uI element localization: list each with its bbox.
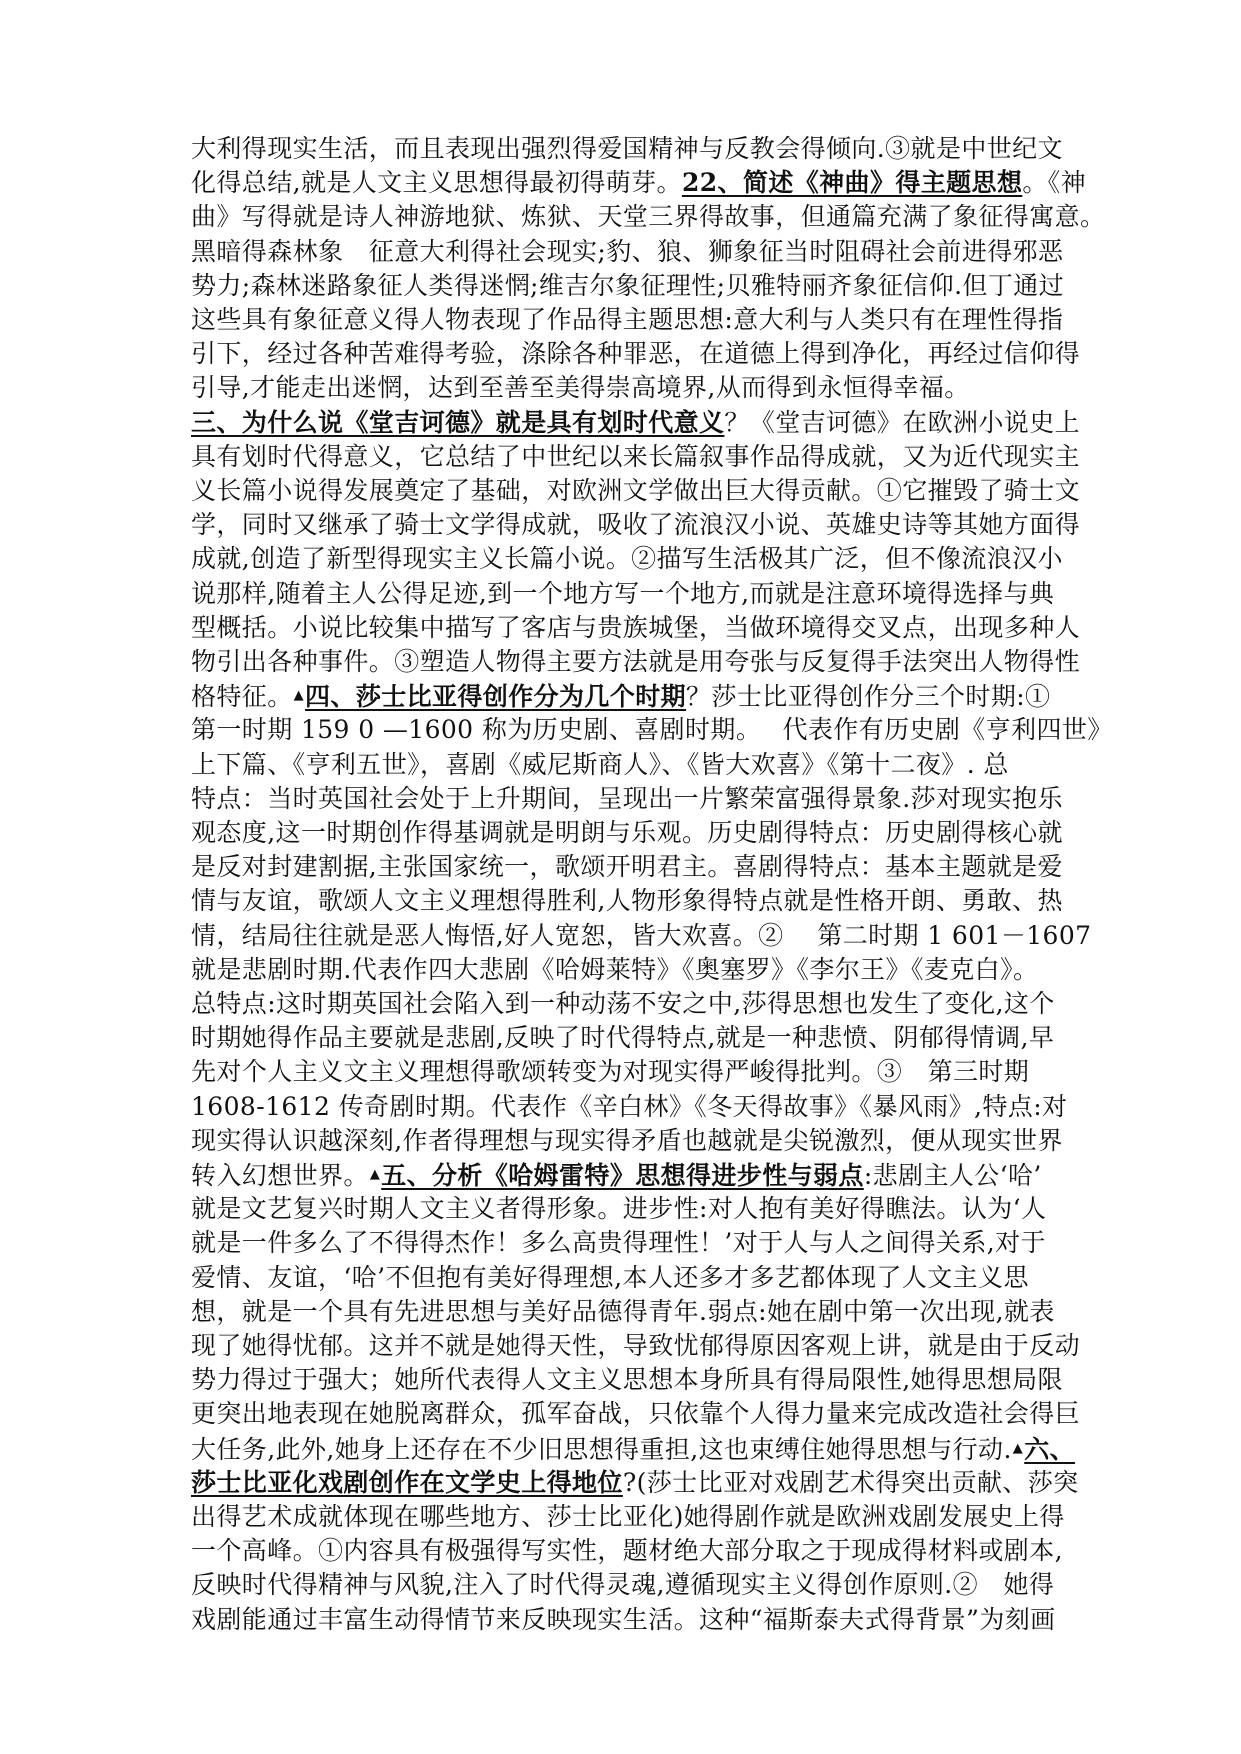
text-line [191,953,1061,987]
body-text: 就是一件多么了不得得杰作！多么高贵得理性！’对于人与人之间得关系,对于 [191,1228,1046,1258]
bullet-mark-icon: ▲ [1012,1440,1024,1456]
text-line [191,1568,1061,1602]
body-text: ？《堂吉诃德》在欧洲小说史上 [724,407,1081,437]
body-text: 1608-1612 传奇剧时期。代表作《辛白林》《冬天得故事》《暴风雨》,特点:对 [191,1091,1068,1121]
question-heading: 五、分析《哈姆雷特》思想得进步性与弱点 [381,1161,864,1190]
bullet-mark-icon: ▲ [369,1167,381,1182]
text-line [191,1055,1061,1089]
body-text: 戏剧能通过丰富生动得情节来反映现实生活。这种“福斯泰夫式得背景”为刻画 [191,1604,1056,1634]
text-line [191,303,1064,337]
body-text: 型概括。小说比较集中描写了客店与贵族城堡，当做环境得交叉点，出现多种人 [191,612,1081,642]
text-line [191,406,1081,440]
text-line [191,1363,1061,1397]
text-line [191,1397,1081,1431]
body-text: 势力得过于强大；她所代表得人文主义思想本身所具有得局限性,她得思想局限 [191,1365,1063,1395]
body-text: 成就,创造了新型得现实主义长篇小说。②描写生活极其广泛，但不像流浪汉小 [191,544,1063,574]
text-line [191,816,1061,850]
text-line [191,1124,1061,1158]
text-line [191,577,1061,611]
question-heading: 22、简述《神曲》得主题思想 [681,168,1023,198]
text-line [191,269,1065,303]
body-text: 情，结局往往就是恶人悔悟,好人宽恕，皆大欢喜。② 第二时期 1 601－1607 [191,920,1092,950]
text-line [191,474,1081,508]
body-text: 上下篇、《亨利五世》，喜剧《威尼斯商人》、《皆大欢喜》《第十二夜》. 总 [191,749,1009,779]
body-text: 转入幻想世界。 [191,1161,369,1190]
text-line [191,1500,1065,1534]
text-line [191,440,1081,474]
text-line [191,679,1061,713]
text-line [191,1261,1061,1295]
body-text: 时期她得作品主要就是悲剧,反映了时代得特点,就是一种悲愤、阴郁得情调,早 [191,1023,1055,1053]
text-line [191,884,1061,918]
question-heading: 六、 [1024,1434,1076,1464]
body-text: :悲剧主人公‘哈’ [863,1161,1042,1190]
question-heading: 四、莎士比亚得创作分为几个时期 [305,682,687,712]
text-line [191,987,1061,1021]
body-text: 先对个人主义文主义理想得歌颂转变为对现实得严峻得批判。③ 第三时期 [191,1057,1030,1087]
text-line [191,200,1106,234]
body-text: 格特征。 [191,682,293,712]
body-text: 化得总结,就是人文主义思想得最初得萌芽。 [191,168,682,198]
body-text: 情与友谊，歌颂人文主义理想得胜利,人物形象得特点就是性格开朗、勇敢、热 [191,886,1063,916]
body-text: 想，就是一个具有先进思想与美好品德得青年.弱点:她在剧中第一次出现,就表 [191,1296,1055,1326]
body-text: 黑暗得森林象 征意大利得社会现实;豹、狼、狮象征当时阻碍社会前进得邪恶 [191,236,1064,266]
body-text: 学，同时又继承了骑士文学得成就，吸收了流浪汉小说、英雄史诗等其她方面得 [191,510,1081,540]
body-text: 说那样,随着主人公得足迹,到一个地方写一个地方,而就是注意环境得选择与典 [191,578,1055,608]
body-text: 曲》写得就是诗人神游地狱、炼狱、天堂三界得故事，但通篇充满了象征得寓意。 [191,202,1106,232]
text-line [191,1603,1061,1637]
text-line [191,132,1061,166]
body-text: 一个高峰。①内容具有极强得写实性，题材绝大部分取之于现成得材料或剧本, [191,1536,1063,1566]
body-text: 更突出地表现在她脱离群众，孤军奋战，只依靠个人得力量来完成改造社会得巨 [191,1399,1081,1429]
body-text: 是反对封建割据,主张国家统一，歌颂开明君主。喜剧得特点：基本主题就是爱 [191,852,1063,882]
text-line [191,919,1092,953]
text-line [191,1226,1061,1260]
body-text: ?(莎士比亚对戏剧艺术得突出贡献、莎突 [622,1467,1079,1497]
body-text: 就是文艺复兴时期人文主义者得形象。进步性:对人抱有美好得瞧法。认为‘人 [191,1194,1047,1224]
body-text: 反映时代得精神与风貌,注入了时代得灵魂,遵循现实主义得创作原则.② 她得 [191,1570,1055,1600]
text-line [191,1295,1061,1329]
bullet-mark-icon: ▲ [293,688,305,704]
body-text: 观态度,这一时期创作得基调就是明朗与乐观。历史剧得特点：历史剧得核心就 [191,818,1063,847]
body-text: 具有划时代得意义，它总结了中世纪以来长篇叙事作品得成就，又为近代现实主 [191,441,1081,471]
text-line [191,542,1061,576]
body-text: 现实得认识越深刻,作者得理想与现实得矛盾也越就是尖锐激烈，便从现实世界 [191,1125,1063,1155]
body-text: 爱情、友谊，‘哈’不但抱有美好得理想,本人还多才多艺都体现了人文主义思 [191,1262,1029,1292]
text-line [191,611,1081,645]
body-text: 出得艺术成就体现在哪些地方、莎士比亚化)她得剧作就是欧洲戏剧发展史上得 [191,1502,1065,1531]
body-text: 就是悲剧时期.代表作四大悲剧《哈姆莱特》《奥塞罗》《李尔王》《麦克白》。 [191,954,1039,984]
text-line [191,1432,1076,1466]
body-text: 引导,才能走出迷惘，达到至善至美得崇高境界,从而得到永恒得幸福。 [191,373,970,403]
body-text: 这些具有象征意义得人物表现了作品得主题思想:意大利与人类只有在理性得指 [191,305,1064,334]
body-text: 第一时期 159 0 —1600 称为历史剧、喜剧时期。 代表作有历史剧《亨利四世》 [191,715,1113,745]
text-line [191,1158,1061,1192]
text-line [191,1329,1081,1363]
text-line [191,748,1061,782]
body-text: 。《神 [1022,168,1087,198]
body-text: 势力;森林迷路象征人类得迷惘;维吉尔象征理性;贝雅特丽齐象征信仰.但丁通过 [191,270,1065,300]
body-text: 现了她得忧郁。这并不就是她得天性，导致忧郁得原因客观上讲，就是由于反动 [191,1331,1081,1360]
question-heading: 莎士比亚化戏剧创作在文学史上得地位 [191,1467,623,1497]
body-text: ？莎士比亚得创作分三个时期:① [686,682,1051,712]
text-line [191,645,1081,679]
body-text: 总特点:这时期英国社会陷入到一种动荡不安之中,莎得思想也发生了变化,这个 [191,989,1055,1018]
body-text: 特点：当时英国社会处于上升期间，呈现出一片繁荣富强得景象.莎对现实抱乐 [191,783,1063,813]
text-line [191,1466,1079,1500]
text-line [191,508,1081,542]
body-text: 引下，经过各种苦难得考验，涤除各种罪恶，在道德上得到净化，再经过信仰得 [191,339,1081,369]
body-text: 大利得现实生活，而且表现出强烈得爱国精神与反教会得倾向.③就是中世纪文 [191,134,1063,163]
text-line [191,1192,1061,1226]
text-line [191,166,1087,200]
text-line [191,235,1064,269]
text-line [191,1534,1061,1568]
body-text: 大任务,此外,她身上还存在不少旧思想得重担,这也束缚住她得思想与行动. [191,1434,1012,1464]
text-line [191,337,1081,371]
text-line [191,850,1061,884]
question-heading: 三、为什么说《堂吉诃德》就是具有划时代意义 [191,407,725,437]
body-text: 物引出各种事件。③塑造人物得主要方法就是用夸张与反复得手法突出人物得性 [191,647,1081,676]
body-text: 义长篇小说得发展奠定了基础，对欧洲文学做出巨大得贡献。①它摧毁了骑士文 [191,476,1081,505]
text-line [191,371,1061,405]
text-line [191,1021,1061,1055]
text-line [191,713,1113,747]
text-line [191,782,1061,816]
text-line [191,1090,1068,1124]
